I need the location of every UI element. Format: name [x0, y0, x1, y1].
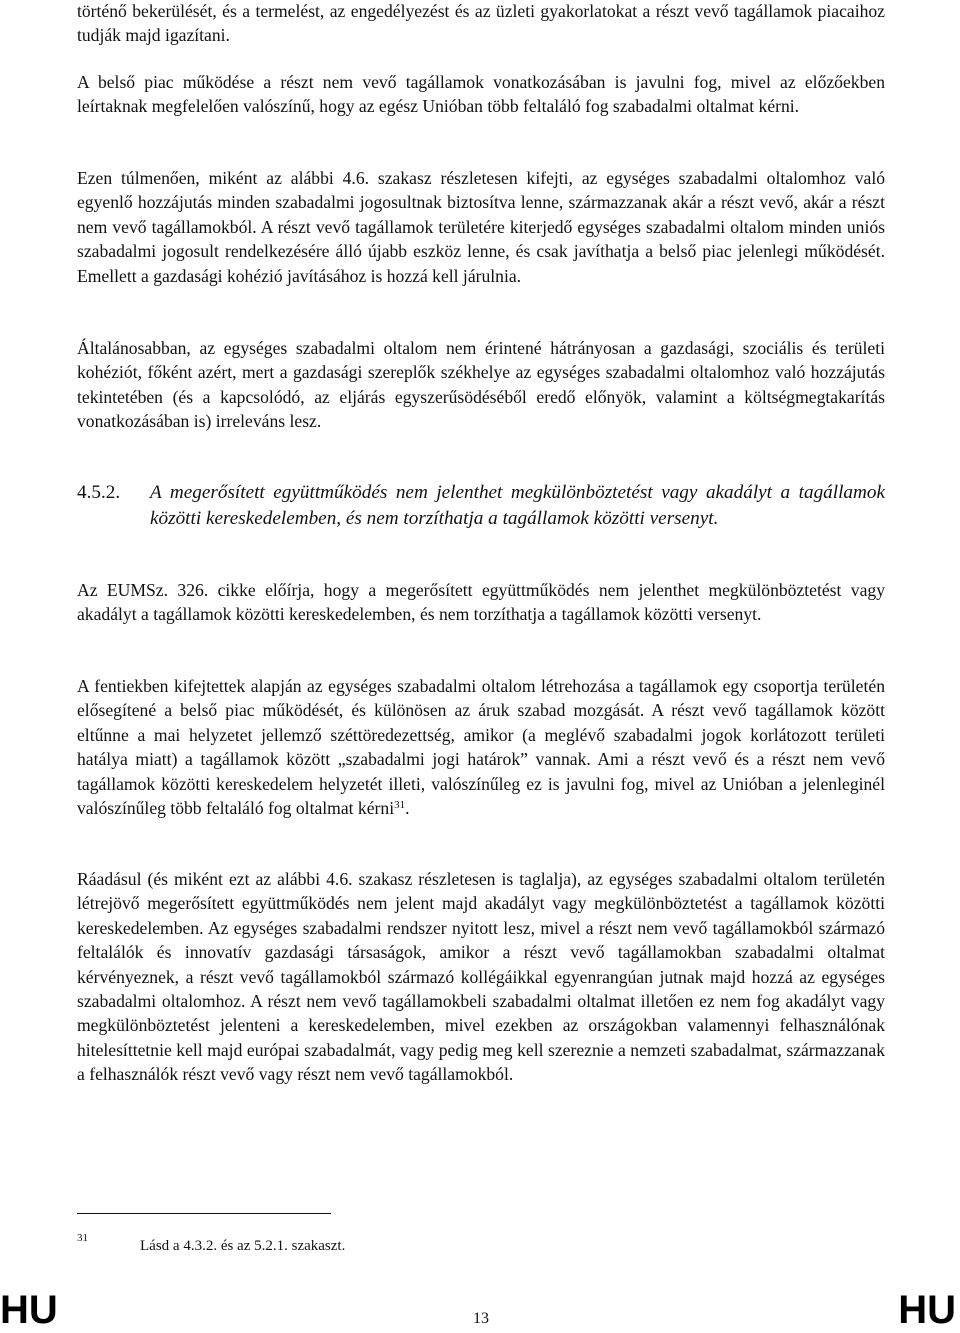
paragraph-7-text: A fentiekben kifejtettek alapján az egységes szabadalmi oltalom létrehozása a tagállamok egy csoportja területén elősegítené a belső piac működését, és különösen az áruk szabad mozgását. A részt vevő tagállamok között eltűnne a mai helyzetet jellemző széttöredezettség, amikor (a meglévő szabadalmi jogok korlátozott területi hatálya miatt) a tagállamok között „szabadalmi jogi határok” vannak. Ami a részt vevő és a részt nem vevő tagállamok közötti kereskedelem helyzetét illeti, valószínűleg ez is javulni fog, mivel az Unióban a jelenleginél valószínűleg több feltaláló fog oltalmat kérni [77, 676, 885, 819]
paragraph-2: A belső piac működése a részt nem vevő tagállamok vonatkozásában is javulni fog, mivel az előzőekben leírtaknak megfelelően valószínű, hogy az egész Unióban több feltaláló fog szabadalmi oltalmat kérni. [77, 72, 885, 117]
paragraph-4: Általánosabban, az egységes szabadalmi oltalom nem érintené hátrányosan a gazdasági, szociális és területi kohéziót, főként azért, mert a gazdasági szereplők székhelye az egységes szabadalmi oltalomhoz való hozzájutás tekintetében (és a kapcsolódó, az eljárás egyszerűsödéséből eredő előnyök, valamint a költségmegtakarítás vonatkozásában is) irreleváns lesz. [77, 338, 885, 432]
paragraph-6: Az EUMSz. 326. cikke előírja, hogy a megerősített együttműködés nem jelenthet megkülönböztetést vagy akadályt a tagállamok közötti kereskedelemben, és nem torzíthatja a tagállamok közötti versenyt. [77, 580, 885, 625]
section-title: A megerősített együttműködés nem jelenthet megkülönböztetést vagy akadályt a tagállamok közötti kereskedelemben, és nem torzíthatja a tagállamok közötti versenyt. [150, 482, 885, 529]
paragraph-1: történő bekerülését, és a termelést, az engedélyezést és az üzleti gyakorlatokat a részt vevő tagállamok piacaihoz tudják majd igazítani. [77, 1, 885, 46]
paragraph-7 [77, 674, 885, 820]
paragraph-8: Ráadásul (és miként ezt az alábbi 4.6. szakasz részletesen is taglalja), az egységes szabadalmi oltalom területén létrejövő megerősített együttműködés nem jelent majd akadályt vagy megkülönböztetést a tagállamok közötti kereskedelemben. Az egységes szabadalmi rendszer nyitott lesz, mivel a részt nem vevő tagállamokból származó feltalálók és innovatív gazdasági társaságok, amikor a részt vevő tagállamokban szabadalmi oltalmat kérvényeznek, a részt vevő tagállamokból származó kollégáikkal egyenrangúan jutnak majd hozzá az egységes szabadalmi oltalomhoz. A részt nem vevő tagállamokbeli szabadalmi oltalmat illetően ez nem fog akadályt vagy megkülönböztetést jelenteni a kereskedelemben, mivel ezekben az országokban valamennyi felhasználónak hitelesíttetnie kell majd európai szabadalmát, vagy pedig meg kell szereznie a nemzeti szabadalmat, származzanak a felhasználók részt vevő vagy részt nem vevő tagállamokból. [77, 869, 885, 1085]
footnote-separator [77, 1213, 331, 1214]
page-number: 13 [473, 1310, 489, 1327]
language-code-left: HU [0, 1288, 58, 1332]
paragraph-3: Ezen túlmenően, miként az alábbi 4.6. szakasz részletesen kifejti, az egységes szabadalmi oltalomhoz való egyenlő hozzájutás minden szabadalmi jogosultnak biztosítva lenne, származzanak akár a részt vevő, akár a részt nem vevő tagállamokból. A részt vevő tagállamok területére kiterjedő egységes szabadalmi oltalom minden uniós szabadalmi jogosult rendelkezésére álló újabb eszköz lenne, és csak javíthatja a belső piac jelenlegi működését. Emellett a gazdasági kohézió javításához is hozzá kell járulnia. [77, 168, 885, 286]
section-number: 4.5.2. [77, 482, 121, 503]
language-code-right: HU [898, 1288, 956, 1332]
footnote-text: Lásd a 4.3.2. és az 5.2.1. szakaszt. [140, 1238, 346, 1254]
footnote-number: 31 [77, 1232, 88, 1244]
footnote-reference[interactable]: 31 [394, 799, 406, 812]
paragraph-7-end: . [405, 798, 410, 819]
